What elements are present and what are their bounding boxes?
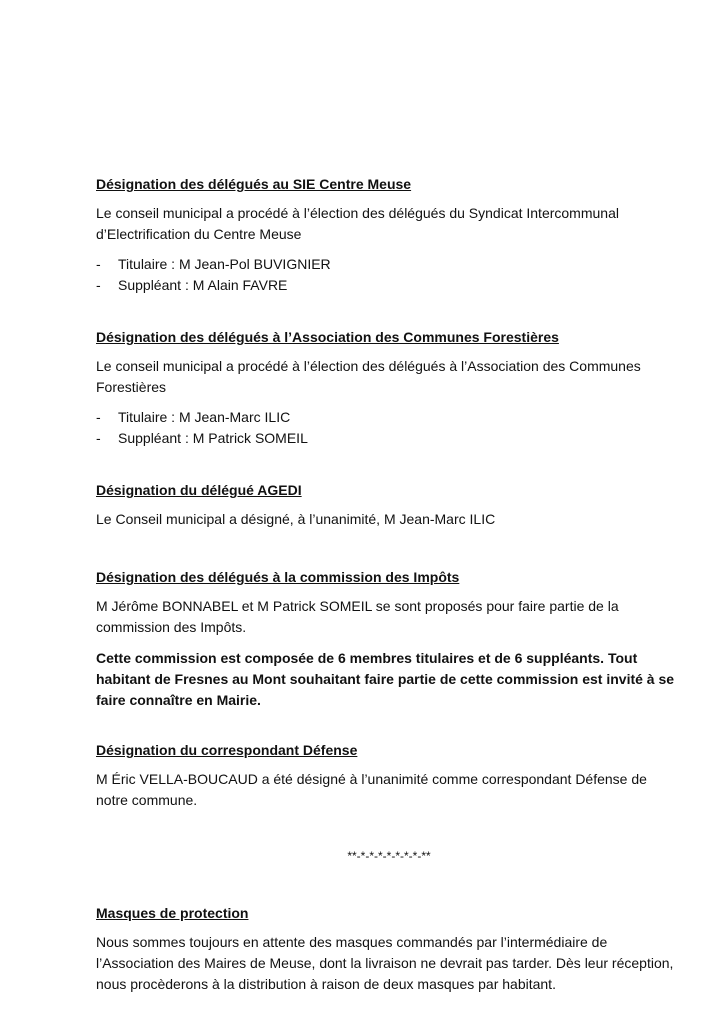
section-paragraph: Nous sommes toujours en attente des masques commandés par l’intermédiaire de l’Association des Maires de Meuse, dont la livraison ne devrait pas tarder. Dès leur réception, nous procèderons à la distribution à raison de deux masques par habitant. — [96, 934, 674, 992]
section-heading: Désignation des délégués au SIE Centre Meuse — [96, 176, 412, 192]
list-item: - Suppléant : M Patrick SOMEIL — [96, 428, 678, 449]
list-item: - Suppléant : M Alain FAVRE — [96, 275, 678, 296]
section-heading: Désignation du délégué AGEDI — [96, 482, 302, 498]
section-heading: Désignation des délégués à la commission des Impôts — [96, 569, 460, 585]
section-paragraph: M Éric VELLA-BOUCAUD a été désigné à l’unanimité comme correspondant Défense de notre commune. — [96, 771, 647, 808]
section-masques — [96, 903, 678, 995]
section-commission-impots — [96, 567, 678, 711]
section-paragraph: Le Conseil municipal a désigné, à l’unanimité, M Jean-Marc ILIC — [96, 511, 496, 527]
section-communes-forestieres — [96, 327, 678, 449]
section-correspondant-defense — [96, 740, 678, 811]
section-heading: Désignation du correspondant Défense — [96, 742, 358, 758]
section-paragraph: M Jérôme BONNABEL et M Patrick SOMEIL se sont proposés pour faire partie de la commission des Impôts. — [96, 598, 619, 635]
section-separator: **-*-*-*-*-*-*-*-** — [347, 849, 431, 863]
section-paragraph: Le conseil municipal a procédé à l’élection des délégués à l’Association des Communes Forestières — [96, 358, 641, 395]
list-item: - Titulaire : M Jean-Marc ILIC — [96, 407, 678, 428]
section-sie-centre-meuse — [96, 174, 678, 296]
delegate-list — [96, 407, 678, 449]
commission-notice: Cette commission est composée de 6 membres titulaires et de 6 suppléants. Tout habitant de Fresnes au Mont souhaitant faire partie de cette commission est invité à se faire connaître en Mairie. — [96, 650, 675, 708]
delegate-list — [96, 254, 678, 296]
section-heading: Masques de protection — [96, 905, 249, 921]
section-agedi — [96, 480, 678, 530]
section-paragraph: Le conseil municipal a procédé à l’élection des délégués du Syndicat Intercommunal d’Electrification du Centre Meuse — [96, 205, 619, 242]
section-heading: Désignation des délégués à l’Association des Communes Forestières — [96, 329, 559, 345]
list-item: - Titulaire : M Jean-Pol BUVIGNIER — [96, 254, 678, 275]
